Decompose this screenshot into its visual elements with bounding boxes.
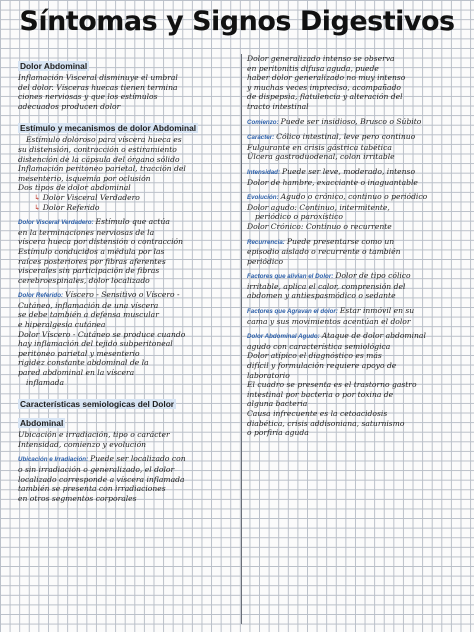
subheading: Comienzo:	[247, 118, 279, 126]
section-dolor-abdominal	[18, 54, 244, 111]
text-inline: Cólico intestinal, leve pero continuo	[276, 132, 416, 142]
section-recurrencia	[247, 237, 463, 267]
text-line: haber dolor generalizado no muy intenso	[247, 73, 406, 83]
text-line: episodio aislado o recurrente o también	[247, 247, 401, 257]
text-line: del dolor. Vísceras huecas tienen termina	[18, 82, 178, 92]
section-dolor-generalizado	[247, 54, 463, 112]
subheading: Factores que Agravan el dolor:	[247, 308, 338, 316]
section-dolor-visceral	[18, 217, 244, 285]
list-item	[18, 193, 244, 203]
text-line: localizado corresponde a víscera inflamada	[18, 474, 185, 484]
text-inline: Víscero - Sensitivo o Víscero -	[65, 290, 180, 300]
subheading: Carácter:	[247, 134, 275, 142]
subheading: Dolor Visceral Verdadero:	[18, 219, 94, 227]
text-line: Úlcera gastroduodenal, colon irritable	[247, 152, 395, 162]
section-dolor-referido	[18, 290, 244, 387]
section-factores-agravan	[247, 306, 463, 326]
section-intensidad	[247, 167, 463, 187]
text-line: Causa infrecuente es la cetoacidosis	[247, 409, 388, 418]
text-line: Estímulo doloroso para víscera hueca es	[26, 135, 182, 145]
section-factores-alivian	[247, 271, 463, 301]
section-caracteristicas	[18, 392, 244, 449]
text-line: alguna bacteria	[247, 399, 308, 409]
text-line: irritable, aplica el calor, comprensión del	[247, 281, 406, 291]
text-line: de dispepsia, flatulencia y alteración del	[247, 92, 403, 102]
text-line: en la terminaciones nerviosas de la	[18, 227, 155, 237]
text-inline: Estar inmóvil en su	[339, 306, 415, 316]
text-line: e hiperalgesia cutánea	[18, 320, 106, 330]
subheading: Dolor Referido:	[18, 292, 64, 300]
text-line	[247, 331, 463, 342]
text-line: Fulgurante en crisis gástrica tabética	[247, 142, 392, 152]
text-line	[247, 167, 463, 178]
text-line	[18, 454, 244, 465]
text-line: se debe también a defensa muscular	[18, 310, 159, 320]
text-line: inflamada	[26, 377, 65, 387]
text-line	[18, 217, 244, 228]
section-heading: Características semiologicas del Dolor	[20, 399, 175, 410]
text-line: Dolor generalizado intenso se observa	[247, 54, 395, 63]
subheading: Factores que alivian el Dolor:	[247, 273, 334, 281]
subheading: Evolución:	[247, 194, 279, 202]
text-line: viscerales sin participación de fibras	[18, 266, 160, 276]
section-heading: Estímulo y mecanismos de dolor Abdominal	[20, 123, 197, 134]
text-inline: Dolor de tipo cólico	[335, 271, 411, 281]
subheading: Dolor Abdominal Agudo:	[247, 333, 320, 341]
type-label: Dolor Visceral Verdadero	[42, 192, 140, 202]
text-line: laboratorio	[247, 370, 290, 380]
text-line: agudo con característica semiológica	[247, 341, 391, 351]
text-line: Dolor agudo: Continuo, intermitente,	[247, 202, 390, 212]
text-line: intestinal por bacteria o por toxina de	[247, 389, 394, 399]
text-line: Dolor de hambre, exacciante o inaguantable	[247, 177, 418, 187]
text-line: periódico	[247, 256, 284, 266]
text-line: pared abdominal en la víscera	[18, 368, 135, 378]
arrow-icon: ↳	[34, 202, 41, 212]
text-line: Inflamación peritoneo parietal, tracción del	[18, 164, 186, 174]
text-line	[247, 192, 463, 203]
text-inline: Puede ser localizado con	[90, 454, 186, 464]
text-line: El cuadro se presenta es el trastorno gastro	[247, 380, 417, 390]
left-column	[18, 54, 244, 508]
type-label: Dolor Referido	[42, 202, 100, 212]
text-line: también se presenta con irradiaciones	[18, 484, 166, 494]
text-line: mesenterio, isquemia por oclusión	[18, 173, 151, 183]
subheading: Recurrencia:	[247, 238, 285, 246]
section-caracter	[247, 132, 463, 162]
text-line: Dolor Víscero - Cutáneo se produce cuando	[18, 329, 186, 339]
text-line: raíces posteriores por fibras aferentes	[18, 256, 166, 266]
text-line: víscera hueca por distensión o contracción	[18, 237, 184, 247]
right-column	[247, 54, 463, 443]
text-line	[247, 271, 463, 282]
text-line	[18, 290, 244, 301]
text-line: Inflamación Visceral disminuye el umbral	[18, 73, 178, 82]
text-line: periódico o paroxístico	[255, 212, 344, 222]
text-line: y muchas veces impreciso, acompañado	[247, 82, 402, 92]
text-line: Dos tipos de dolor abdominal	[18, 183, 131, 193]
text-inline: Puede ser leve, moderado, intenso	[282, 166, 416, 176]
text-line: o porfiria aguda	[247, 428, 309, 438]
section-estimulo	[18, 116, 244, 212]
text-inline: Agudo o crónico, continuo o periódico	[280, 192, 428, 202]
text-line: su distensión, contracción o estiramiento	[18, 144, 177, 154]
text-line: Cutáneo, inflamación de una víscera	[18, 300, 159, 310]
text-inline: Puede ser insidioso, Brusco o Súbito	[280, 116, 422, 126]
text-inline: Ataque de dolor abdominal	[321, 331, 426, 341]
text-line: abdomen y antiespasmódico o sedante	[247, 291, 396, 301]
text-inline: Estímulo que actúa	[95, 217, 170, 227]
page-title: Síntomas y Signos Digestivos	[19, 6, 455, 37]
text-line: cama y sus movimientos acentúan el dolor	[247, 316, 411, 326]
text-line	[247, 237, 463, 248]
section-heading: Abdominal	[20, 418, 64, 429]
text-line: Intensidad, comienzo y evolución	[18, 439, 147, 449]
text-line: difícil y formulación requiere apoyo de	[247, 361, 397, 371]
text-line: Dolor Crónico: Continuo o recurrente	[247, 221, 392, 231]
list-item	[18, 203, 244, 213]
text-line: Ubicación e irradiación, tipo o carácter	[18, 430, 170, 440]
section-evolucion	[247, 192, 463, 231]
text-line: diabética, crisis addisoniana, saturnismo	[247, 418, 405, 428]
text-line: en peritonitis difusa aguda, puede	[247, 63, 379, 73]
arrow-icon: ↳	[34, 192, 41, 202]
text-line: ciones nerviosas y que los estímulos	[18, 92, 158, 102]
text-line: en otros segmentos corporales	[18, 493, 137, 503]
section-ubicacion	[18, 454, 244, 503]
text-line: o sin irradiación o generalizado, el dolor	[18, 465, 175, 474]
section-heading: Dolor Abdominal	[20, 61, 88, 71]
text-inline: Puede presentarse como un	[286, 236, 395, 246]
text-line: peritoneo parietal y mesenterio	[18, 348, 140, 358]
text-line	[247, 132, 463, 143]
text-line	[247, 117, 463, 128]
section-comienzo	[247, 117, 463, 128]
text-line: rigidez constante abdominal de la	[18, 358, 149, 368]
text-line: hay inflamación del tejido subperitoneal	[18, 339, 173, 349]
subheading: Intensidad:	[247, 168, 281, 176]
text-line: tracto intestinal	[247, 101, 309, 111]
section-dolor-agudo	[247, 331, 463, 438]
text-line: cerebroespinales, dolor localizado	[18, 275, 150, 285]
text-line: distención de la cápsula del órgano sólido	[18, 154, 180, 164]
text-line: Dolor atípico el diagnóstico es más	[247, 351, 382, 361]
text-line: adecuados producen dolor	[18, 101, 121, 111]
text-line	[247, 306, 463, 317]
subheading: Ubicación e Irradiación:	[18, 456, 89, 464]
text-line: Estímulo conducidos a médula por las	[18, 246, 165, 256]
